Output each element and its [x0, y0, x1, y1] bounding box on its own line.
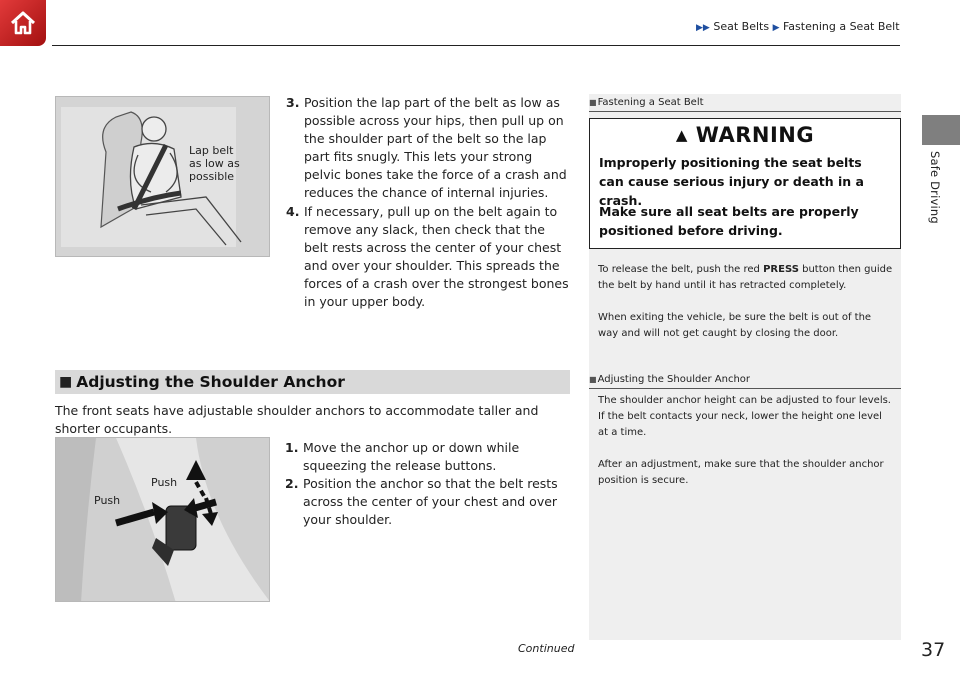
home-button[interactable] [0, 0, 46, 46]
step-text: If necessary, pull up on the belt again to remove any slack, then check that the belt rests across the center of your chest and over your shoulder. This spreads the forces of a crash over the strongest bones in your upper body. [304, 204, 569, 309]
note-divider [589, 388, 901, 389]
figure2-push-left: Push [94, 494, 121, 507]
note-heading-text: Adjusting the Shoulder Anchor [597, 374, 751, 385]
note-body-anchor-1: The shoulder anchor height can be adjusted to four levels. If the belt contacts your neck, lower the height one level at a time. [598, 395, 891, 438]
warning-title-text: WARNING [695, 123, 815, 147]
home-icon [8, 8, 38, 38]
step-2 [285, 475, 569, 529]
warning-alert-icon: ▲ [675, 126, 688, 144]
square-bullet-icon: ■ [59, 374, 73, 390]
triangle-right-icon: ▶ [772, 23, 780, 33]
section-title: Adjusting the Shoulder Anchor [76, 373, 345, 391]
figure1-label-line3: possible [189, 170, 235, 183]
lap-belt-illustration [55, 96, 270, 257]
press-button-label: PRESS [763, 264, 799, 275]
note-body-fastening: To release the belt, push the red PRESS button then guide the belt by hand until it has retracted completely. [598, 264, 893, 291]
note-divider [589, 111, 901, 112]
shoulder-anchor-illustration [55, 437, 270, 602]
step-text: Move the anchor up or down while squeezing the release buttons. [303, 440, 520, 473]
step-number: 4. [286, 204, 300, 219]
breadcrumb [696, 20, 900, 33]
note-heading-anchor [589, 374, 750, 385]
warning-text-2: Make sure all seat belts are properly positioned before driving. [599, 204, 859, 238]
chapter-label: Safe Driving [928, 151, 942, 224]
step-3 [286, 94, 570, 202]
continued-label: Continued [518, 642, 575, 655]
note-body-exiting: When exiting the vehicle, be sure the belt is out of the way and will not get caught by closing the door. [598, 312, 872, 339]
warning-title [590, 123, 900, 147]
step-text: Position the anchor so that the belt rests across the center of your chest and over your shoulder. [303, 476, 558, 527]
step-number: 3. [286, 95, 300, 110]
figure1-label-line1: Lap belt [189, 144, 234, 157]
breadcrumb-item-seat-belts[interactable]: Seat Belts [713, 20, 770, 33]
note-body-anchor-2: After an adjustment, make sure that the shoulder anchor position is secure. [598, 459, 884, 486]
section-heading [55, 370, 570, 394]
warning-box [589, 118, 901, 249]
note-marker-icon: ■ [589, 98, 597, 107]
note-heading-text: Fastening a Seat Belt [597, 97, 704, 108]
step-text: Position the lap part of the belt as low as possible across your hips, then pull up on the shoulder part of the belt so the lap part fits snugly. This lets your strong pelvic bones take the force of a crash and reduces the chance of internal injuries. [304, 95, 567, 200]
note-heading-fastening [589, 97, 704, 108]
header-divider [52, 45, 900, 46]
note-marker-icon: ■ [589, 375, 597, 384]
step-number: 2. [285, 476, 299, 491]
breadcrumb-item-fastening[interactable]: Fastening a Seat Belt [782, 20, 900, 33]
page-number: 37 [921, 639, 946, 661]
triangle-right-icon: ▶▶ [696, 23, 710, 33]
section-intro: The front seats have adjustable shoulder anchors to accommodate taller and shorter occupants. [55, 403, 539, 436]
step-number: 1. [285, 440, 299, 455]
step-4 [286, 203, 570, 311]
chapter-tab[interactable] [922, 115, 960, 145]
figure2-push-top: Push [151, 476, 178, 489]
figure1-label-line2: as low as [189, 157, 240, 170]
warning-text-1: Improperly positioning the seat belts can cause serious injury or death in a crash. [599, 155, 864, 208]
step-1 [285, 439, 569, 475]
